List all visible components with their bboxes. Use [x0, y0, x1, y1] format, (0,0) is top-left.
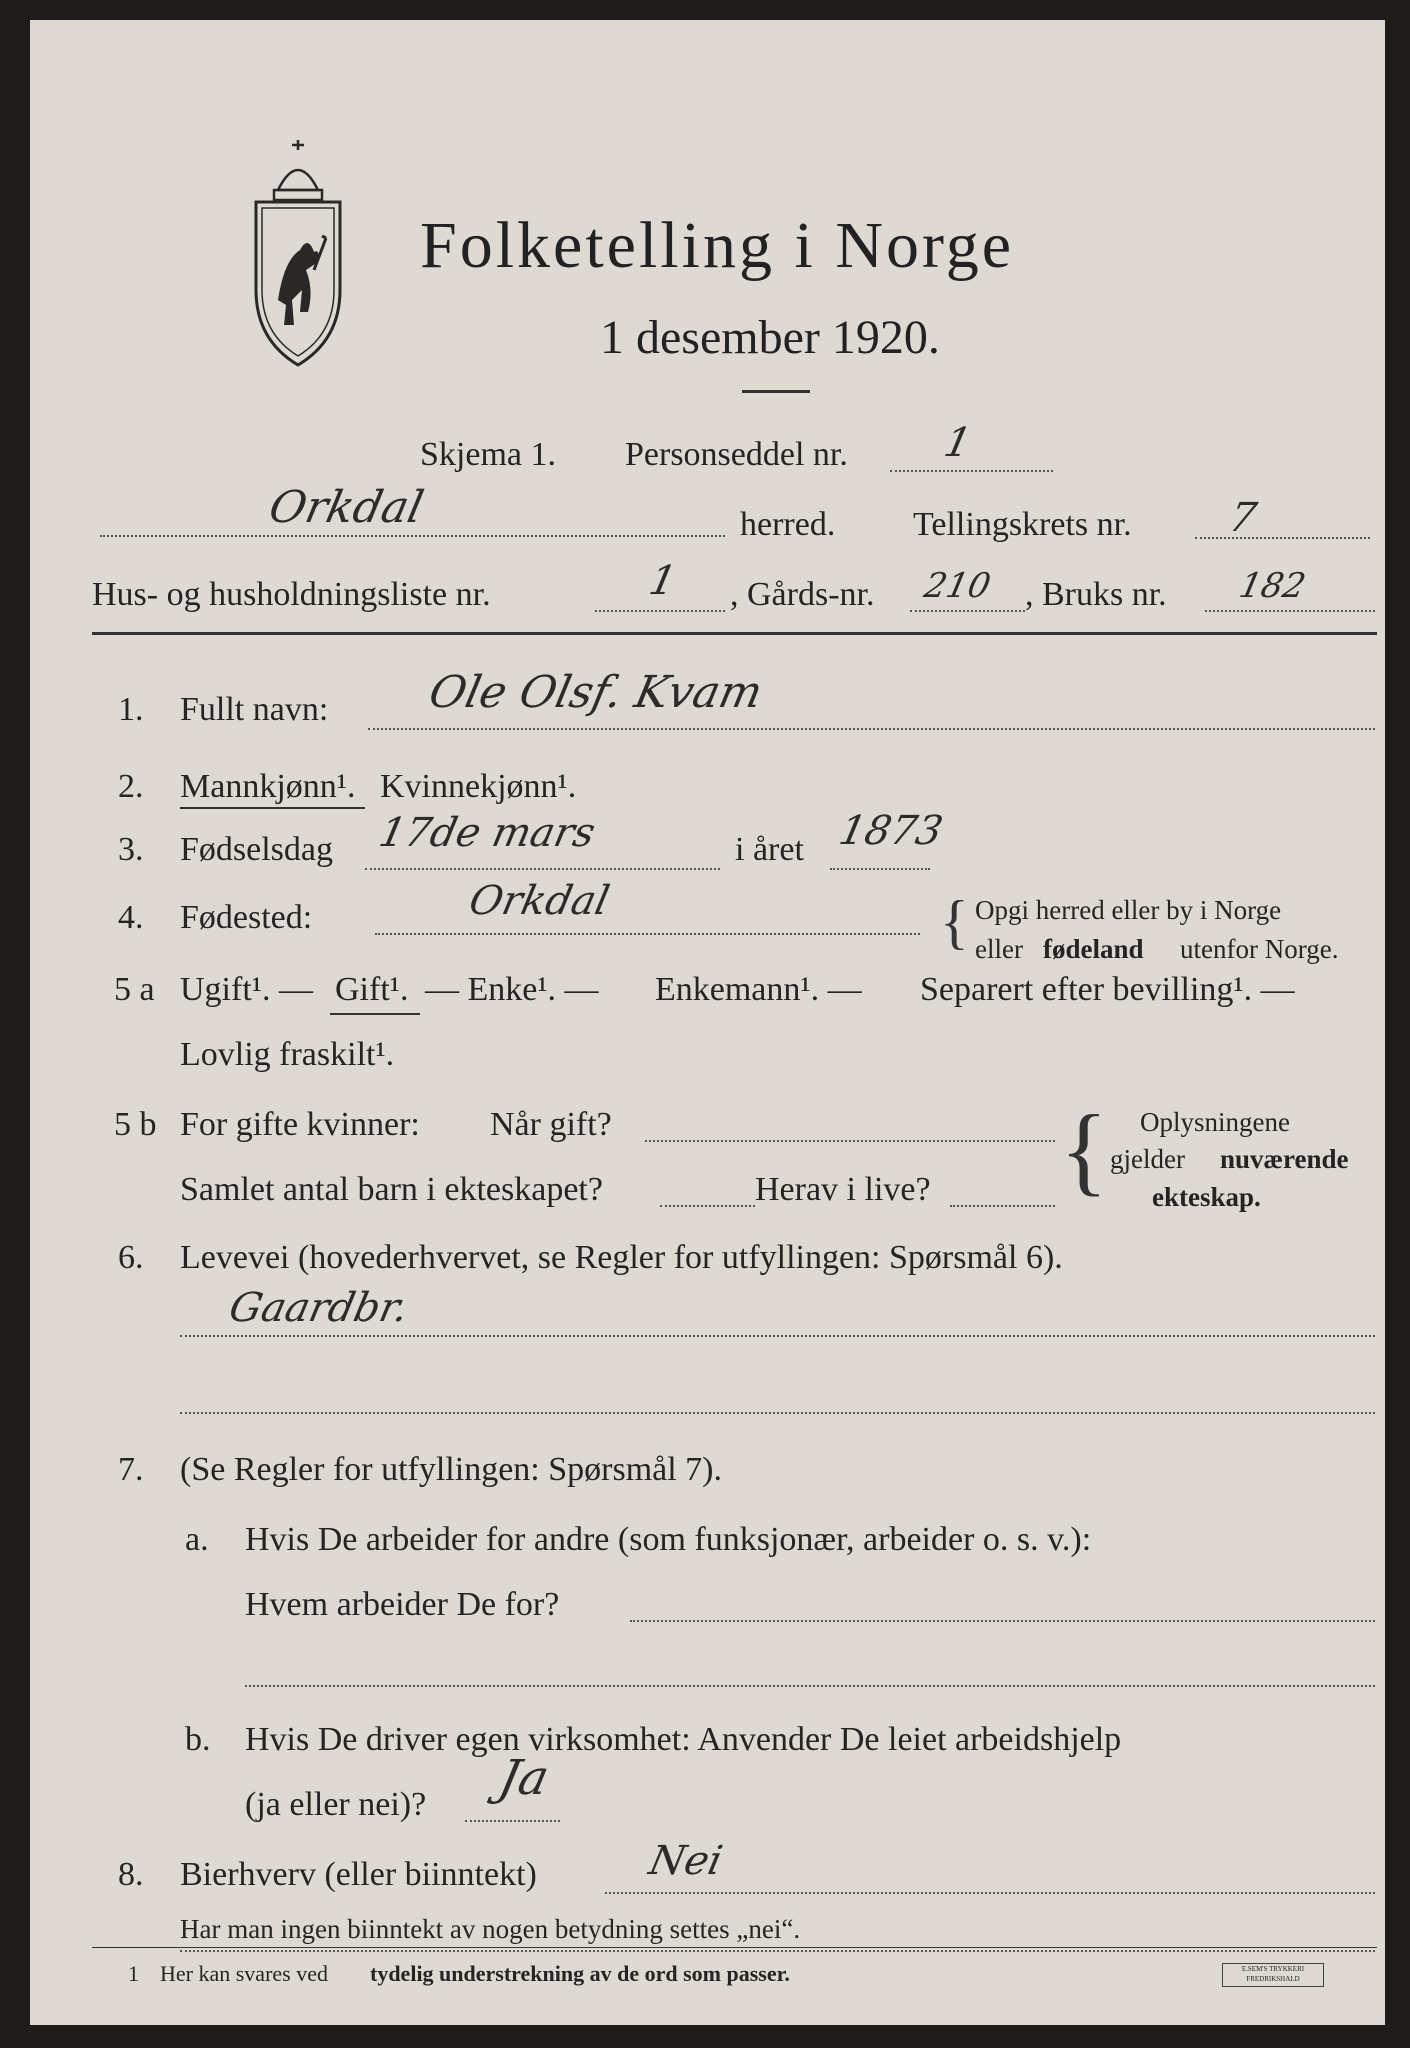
- form-title: Folketelling i Norge: [420, 209, 1015, 282]
- q5b-note3: ekteskap.: [1152, 1182, 1261, 1212]
- q2-male: Mannkjønn¹.: [180, 768, 356, 805]
- footnote-number: 1: [128, 1961, 139, 1986]
- q5b-naar-gift: Når gift?: [490, 1106, 612, 1143]
- q5b-herav: Herav i live?: [755, 1171, 931, 1208]
- q2-male-underline: [180, 807, 365, 809]
- q5a-enke: — Enke¹. —: [425, 971, 599, 1008]
- personseddel-field: [890, 470, 1053, 472]
- q5b-barn: Samlet antal barn i ekteskapet?: [180, 1171, 603, 1208]
- q3-day-value: 17de mars: [375, 810, 600, 856]
- q7-number: 7.: [118, 1451, 144, 1488]
- q6-value: Gaardbr.: [225, 1285, 413, 1331]
- q5a-fraskilt: Lovlig fraskilt¹.: [180, 1036, 395, 1073]
- herred-field: [100, 535, 725, 537]
- q1-number: 1.: [118, 691, 144, 728]
- q7b-field: [465, 1820, 560, 1822]
- q7a-field-2: [245, 1685, 1375, 1687]
- q5b-note2b: nuværende: [1220, 1144, 1349, 1174]
- q4-note-line2b: fødeland: [1043, 934, 1144, 964]
- q2-number: 2.: [118, 768, 144, 805]
- q5b-note2a: gjelder: [1110, 1144, 1185, 1174]
- q1-value: Ole Olsf. Kvam: [424, 667, 767, 718]
- footnote-text-a: Her kan svares ved: [160, 1961, 328, 1986]
- q5b-label: For gifte kvinner:: [180, 1106, 420, 1143]
- q3-year-label: i året: [735, 831, 804, 868]
- q7a-number: a.: [185, 1521, 209, 1558]
- q5a-gift-underline: [330, 1013, 420, 1015]
- gards-label: , Gårds-nr.: [730, 576, 875, 613]
- q5b-herav-field: [950, 1205, 1055, 1207]
- q3-day-field: [365, 868, 720, 870]
- herred-label: herred.: [740, 506, 836, 543]
- tellingskrets-label: Tellingskrets nr.: [913, 506, 1132, 543]
- tellingskrets-field: [1195, 537, 1370, 539]
- gards-value: 210: [920, 566, 995, 606]
- q7a-sub: Hvem arbeider De for?: [245, 1586, 560, 1623]
- q1-field: [368, 728, 1375, 730]
- q5b-number: 5 b: [114, 1106, 157, 1143]
- q5b-barn-field: [660, 1205, 755, 1207]
- coat-of-arms-icon: [248, 140, 348, 370]
- q7a-field-1: [630, 1620, 1375, 1622]
- q8-number: 8.: [118, 1856, 144, 1893]
- q3-number: 3.: [118, 831, 144, 868]
- q5a-gift: Gift¹.: [335, 971, 409, 1008]
- q4-note-line2c: utenfor Norge.: [1180, 934, 1339, 964]
- footer-note: Har man ingen biinntekt av nogen betydning settes „nei“.: [180, 1914, 801, 1944]
- q7b-value: Ja: [494, 1750, 554, 1806]
- header-rule: [92, 632, 1377, 635]
- q5a-ugift: Ugift¹. —: [180, 971, 313, 1008]
- hus-field: [595, 610, 725, 612]
- q6-field-1: [180, 1335, 1375, 1337]
- q6-label: Levevei (hovederhvervet, se Regler for utfyllingen: Spørsmål 6).: [180, 1239, 1063, 1276]
- personseddel-label: Personseddel nr.: [625, 436, 848, 473]
- q4-brace: {: [940, 889, 969, 955]
- hus-label: Hus- og husholdningsliste nr.: [92, 576, 491, 613]
- q3-year-field: [830, 868, 930, 870]
- footer-rule: [92, 1947, 1377, 1948]
- census-date: 1 desember 1920.: [600, 311, 940, 364]
- q4-value: Orkdal: [465, 878, 614, 924]
- q5a-enkemann: Enkemann¹. —: [655, 971, 862, 1008]
- q5a-separert: Separert efter bevilling¹. —: [920, 971, 1295, 1008]
- hus-value: 1: [645, 558, 681, 604]
- personseddel-value: 1: [940, 420, 976, 466]
- q5a-number: 5 a: [114, 971, 155, 1008]
- footnote-text-b: tydelig understrekning av de ord som passer.: [370, 1961, 790, 1986]
- q5b-brace: {: [1060, 1094, 1108, 1205]
- q2-female: Kvinnekjønn¹.: [380, 768, 577, 805]
- bruks-field: [1205, 610, 1375, 612]
- q5b-naar-field: [645, 1140, 1055, 1142]
- q6-field-2: [180, 1412, 1375, 1414]
- q1-label: Fullt navn:: [180, 691, 329, 728]
- q7b-sub: (ja eller nei)?: [245, 1786, 427, 1823]
- q4-note-line2a: eller: [975, 934, 1023, 964]
- tellingskrets-value: 7: [1225, 495, 1261, 541]
- printer-stamp: E.SEM'S TRYKKERI FREDRIKSHALD: [1222, 1963, 1324, 1987]
- q8-field-1: [605, 1892, 1375, 1894]
- q4-number: 4.: [118, 899, 144, 936]
- q3-label: Fødselsdag: [180, 831, 333, 868]
- gards-field: [910, 610, 1025, 612]
- q8-value: Nei: [645, 1838, 727, 1884]
- q4-note-line1: Opgi herred eller by i Norge: [975, 895, 1282, 925]
- bruks-label: , Bruks nr.: [1025, 576, 1167, 613]
- q4-label: Fødested:: [180, 899, 313, 936]
- q6-number: 6.: [118, 1239, 144, 1276]
- q5b-note1: Oplysningene: [1140, 1107, 1290, 1137]
- q7b-number: b.: [185, 1721, 211, 1758]
- q8-field-2: [180, 1950, 1375, 1952]
- q3-year-value: 1873: [835, 808, 947, 854]
- q8-label: Bierhverv (eller biinntekt): [180, 1856, 537, 1893]
- herred-value: Orkdal: [264, 482, 428, 533]
- schema-label: Skjema 1.: [420, 436, 556, 473]
- q7-label: (Se Regler for utfyllingen: Spørsmål 7).: [180, 1451, 723, 1488]
- q7a-label: Hvis De arbeider for andre (som funksjonær, arbeider o. s. v.):: [245, 1521, 1092, 1558]
- census-form: [30, 20, 1385, 2025]
- q4-field: [375, 933, 920, 935]
- q7b-label: Hvis De driver egen virksomhet: Anvender De leiet arbeidshjelp: [245, 1721, 1122, 1758]
- title-divider: [742, 390, 810, 393]
- bruks-value: 182: [1235, 566, 1310, 606]
